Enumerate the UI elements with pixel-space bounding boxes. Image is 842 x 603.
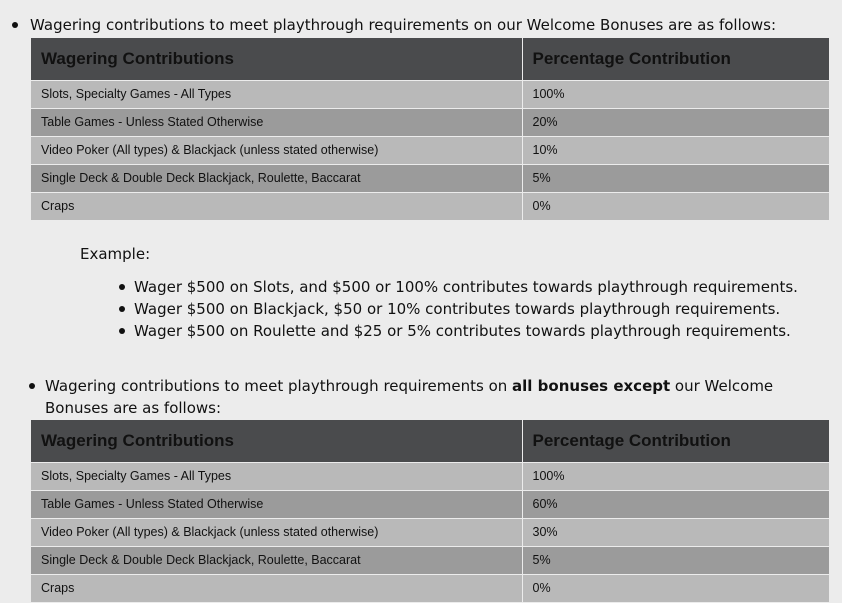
section2-intro-bold: all bonuses except — [512, 377, 671, 395]
percentage-cell: 60% — [522, 490, 829, 518]
percentage-cell: 100% — [522, 80, 829, 108]
table-header-row — [31, 420, 829, 462]
game-type-cell: Craps — [31, 192, 522, 220]
table-row — [31, 518, 829, 546]
column-header-wagering: Wagering Contributions — [31, 420, 522, 462]
game-type-cell: Single Deck & Double Deck Blackjack, Roulette, Baccarat — [31, 546, 522, 574]
bullet-icon — [119, 328, 125, 334]
section1-intro: Wagering contributions to meet playthrough requirements on our Welcome Bonuses are as follows: — [30, 16, 777, 34]
example-item: Wager $500 on Roulette and $25 or 5% contributes towards playthrough requirements. — [134, 322, 791, 340]
table-row — [31, 546, 829, 574]
bullet-icon — [29, 383, 35, 389]
game-type-cell: Video Poker (All types) & Blackjack (unless stated otherwise) — [31, 518, 522, 546]
table-row — [31, 490, 829, 518]
section2-intro — [45, 375, 805, 419]
bullet-icon — [119, 284, 125, 290]
column-header-percentage: Percentage Contribution — [522, 420, 829, 462]
table-row — [31, 108, 829, 136]
other-bonus-contributions-table — [31, 420, 829, 603]
game-type-cell: Craps — [31, 574, 522, 602]
bullet-icon — [12, 22, 18, 28]
game-type-cell: Slots, Specialty Games - All Types — [31, 80, 522, 108]
percentage-cell: 5% — [522, 164, 829, 192]
bullet-icon — [119, 306, 125, 312]
table-row — [31, 462, 829, 490]
table-header-row — [31, 38, 829, 80]
percentage-cell: 0% — [522, 192, 829, 220]
table-row — [31, 164, 829, 192]
table-row — [31, 192, 829, 220]
table-row — [31, 136, 829, 164]
percentage-cell: 20% — [522, 108, 829, 136]
table-row — [31, 80, 829, 108]
section2-intro-before: Wagering contributions to meet playthrough requirements on — [45, 377, 513, 395]
welcome-bonus-contributions-table — [31, 38, 829, 221]
example-item: Wager $500 on Slots, and $500 or 100% contributes towards playthrough requirements. — [134, 278, 798, 296]
percentage-cell: 10% — [522, 136, 829, 164]
game-type-cell: Table Games - Unless Stated Otherwise — [31, 490, 522, 518]
game-type-cell: Video Poker (All types) & Blackjack (unless stated otherwise) — [31, 136, 522, 164]
percentage-cell: 30% — [522, 518, 829, 546]
column-header-percentage: Percentage Contribution — [522, 38, 829, 80]
percentage-cell: 5% — [522, 546, 829, 574]
game-type-cell: Table Games - Unless Stated Otherwise — [31, 108, 522, 136]
percentage-cell: 0% — [522, 574, 829, 602]
example-label: Example: — [80, 245, 151, 263]
game-type-cell: Slots, Specialty Games - All Types — [31, 462, 522, 490]
example-item: Wager $500 on Blackjack, $50 or 10% contributes towards playthrough requirements. — [134, 300, 781, 318]
section2-intro-after: our Welcome Bonuses are as follows: — [45, 377, 774, 417]
table-row — [31, 574, 829, 602]
game-type-cell: Single Deck & Double Deck Blackjack, Roulette, Baccarat — [31, 164, 522, 192]
column-header-wagering: Wagering Contributions — [31, 38, 522, 80]
percentage-cell: 100% — [522, 462, 829, 490]
